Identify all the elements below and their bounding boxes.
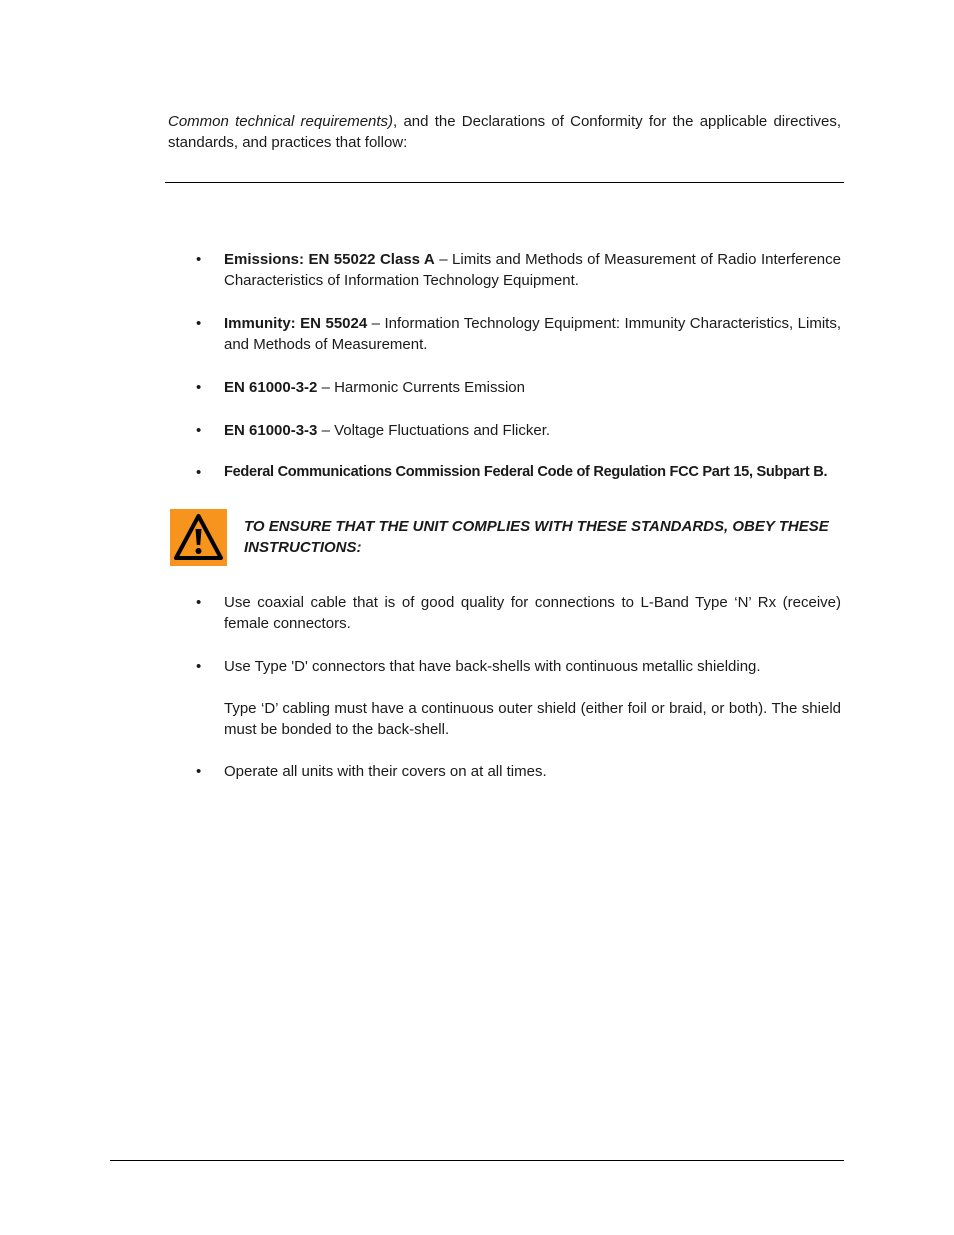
standard-item-en61000-3-2: EN 61000-3-2 – Harmonic Currents Emission bbox=[224, 379, 525, 396]
instruction-item-coaxial: Use coaxial cable that is of good quality for connections to L-Band Type ‘N’ Rx (receive) female connectors. bbox=[224, 594, 841, 632]
standard-item-immunity: Immunity: EN 55024 – Information Technology Equipment: Immunity Characteristics, Limits, and Methods of Measurement. bbox=[224, 315, 841, 353]
bullet: • bbox=[196, 658, 202, 675]
bullet: • bbox=[196, 422, 202, 439]
standard-item-fcc: Federal Communications Commission Federal Code of Regulation FCC Part 15, Subpart B. bbox=[224, 464, 828, 480]
instruction-item-cabling-note: Type ‘D’ cabling must have a continuous outer shield (either foil or braid, or both). The shield must be bonded to the back-shell. bbox=[224, 700, 841, 738]
bullet: • bbox=[196, 763, 202, 780]
intro-paragraph bbox=[168, 111, 841, 153]
standard-item-en61000-3-3: EN 61000-3-3 – Voltage Fluctuations and Flicker. bbox=[224, 422, 551, 439]
bullet: • bbox=[196, 594, 202, 611]
warning-triangle-icon bbox=[170, 509, 227, 566]
intro-italic: Common technical requirements) bbox=[168, 113, 394, 130]
section-divider bbox=[165, 182, 844, 183]
bullet: • bbox=[196, 251, 202, 268]
footer-divider bbox=[110, 1160, 844, 1161]
intro-rest: , and the Declarations of Conformity for the applicable directives, standards, and practices that follow: bbox=[168, 113, 841, 151]
instruction-item-connectors: Use Type 'D' connectors that have back-shells with continuous metallic shielding. bbox=[224, 658, 761, 675]
warning-text: TO ENSURE THAT THE UNIT COMPLIES WITH THESE STANDARDS, OBEY THESE INSTRUCTIONS: bbox=[244, 518, 829, 556]
instruction-item-covers: Operate all units with their covers on at all times. bbox=[224, 763, 547, 780]
standard-item-emissions: Emissions: EN 55022 Class A – Limits and Methods of Measurement of Radio Interference Characteristics of Information Technology Equipment. bbox=[224, 251, 841, 289]
bullet: • bbox=[196, 315, 202, 332]
bullet: • bbox=[196, 464, 202, 481]
bullet: • bbox=[196, 379, 202, 396]
